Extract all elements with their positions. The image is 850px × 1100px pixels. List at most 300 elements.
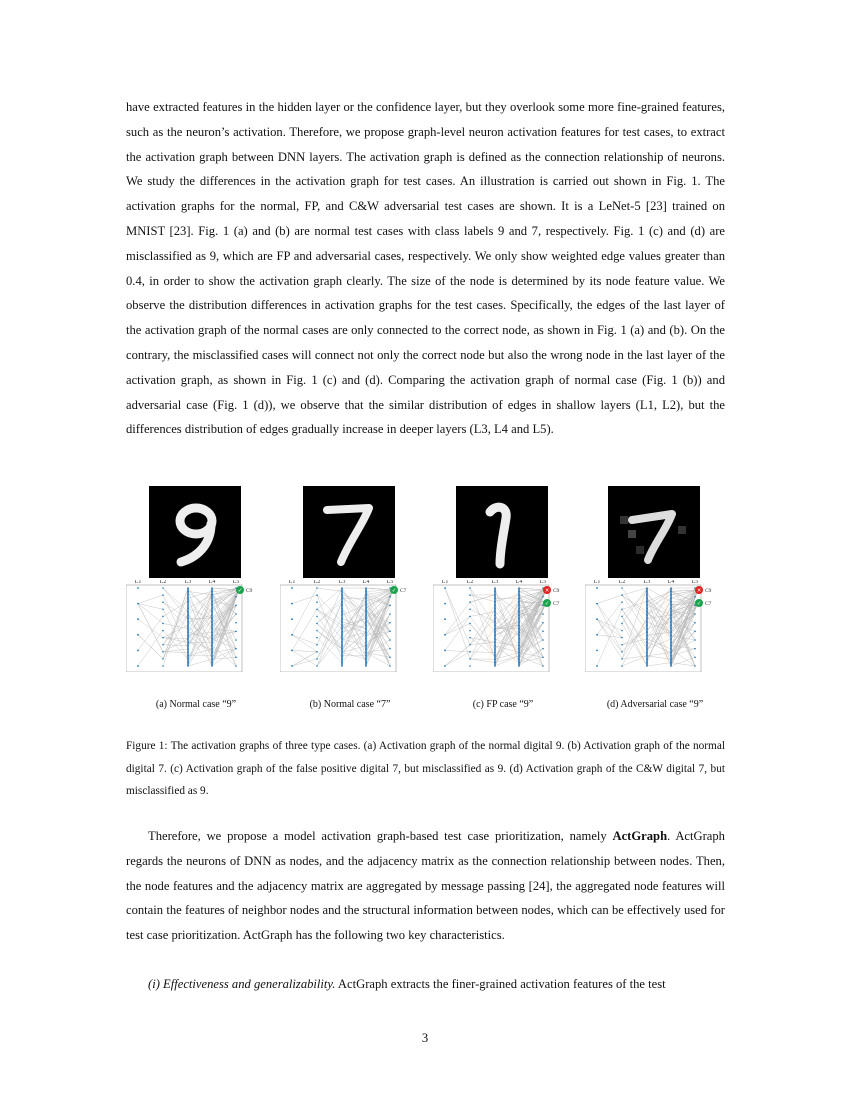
- graph-node: [187, 604, 189, 606]
- graph-node: [235, 665, 237, 667]
- graph-node: [518, 631, 520, 633]
- graph-node: [365, 652, 367, 654]
- graph-node: [646, 658, 648, 660]
- graph-edge: [445, 588, 470, 645]
- graph-node: [694, 631, 696, 633]
- graph-node: [291, 650, 293, 652]
- graph-node: [211, 645, 213, 647]
- graph-node: [389, 631, 391, 633]
- graph-node: [596, 634, 598, 636]
- graph-node: [518, 635, 520, 637]
- graph-node: [621, 608, 623, 610]
- graph-node: [670, 621, 672, 623]
- graph-edge: [470, 616, 495, 649]
- graph-node: [646, 608, 648, 610]
- graph-node: [494, 618, 496, 620]
- graph-node: [365, 611, 367, 613]
- graph-node: [621, 594, 623, 596]
- activation-graph-a: [126, 580, 266, 672]
- layer-label: L1: [288, 580, 296, 585]
- graph-node: [621, 623, 623, 625]
- graph-edge: [317, 625, 342, 666]
- graph-node: [518, 652, 520, 654]
- figure-caption: Figure 1: The activation graphs of three type cases. (a) Activation graph of the normal digital 9. (b) Activation graph of the normal digital 7. (c) Activation graph of the false positive digital 7, but misclassified as 9. (d) Activation graph of the C&W digital 7, but misclassified as 9.: [126, 740, 725, 797]
- graph-node: [211, 641, 213, 643]
- graph-node: [341, 608, 343, 610]
- actgraph-bold-name: ActGraph: [612, 829, 668, 843]
- graph-node: [494, 628, 496, 630]
- graph-node: [646, 645, 648, 647]
- graph-node: [365, 638, 367, 640]
- graph-node: [389, 613, 391, 615]
- graph-edge: [292, 588, 317, 635]
- graph-node: [596, 618, 598, 620]
- graph-node: [316, 587, 318, 589]
- graph-node: [518, 597, 520, 599]
- graph-edge: [597, 604, 622, 652]
- graph-node: [646, 662, 648, 664]
- graph-node: [444, 603, 446, 605]
- graph-node: [518, 618, 520, 620]
- graph-node: [162, 601, 164, 603]
- graph-node: [646, 614, 648, 616]
- graph-node: [670, 658, 672, 660]
- graph-node: [542, 648, 544, 650]
- graph-node: [518, 645, 520, 647]
- graph-node: [235, 605, 237, 607]
- graph-node: [621, 630, 623, 632]
- subfigure-caption-a: (a) Normal case “9”: [155, 699, 237, 710]
- graph-node: [518, 601, 520, 603]
- graph-node: [341, 621, 343, 623]
- activation-graph-d: [585, 580, 725, 672]
- graph-edge: [138, 604, 163, 652]
- actgraph-text-before: Therefore, we propose a model activation graph-based test case prioritization, namely: [148, 829, 613, 843]
- graph-edge: [163, 615, 188, 645]
- layer-label: L5: [539, 580, 547, 585]
- graph-node: [316, 623, 318, 625]
- graph-node: [211, 621, 213, 623]
- graph-edge: [163, 588, 188, 659]
- subfigure-a: [126, 486, 266, 710]
- graph-node: [187, 641, 189, 643]
- layer-label: L4: [362, 580, 370, 585]
- body-paragraph-intro: have extracted features in the hidden layer or the confidence layer, but they overlook some more fine-grained features, such as the neuron’s activation. Therefore, we propose graph-level neuron activation features for test cases, to extract the activation graph between DNN layers. The activation graph is defined as the connection relationship of neurons. We study the differences in the activation graph for test cases. An illustration is carried out shown in Fig. 1. The activation graphs for the normal, FP, and C&W adversarial test cases are shown. It is a LeNet-5 [23] trained on MNIST [23]. Fig. 1 (a) and (b) are normal test cases with class labels 9 and 7, respectively. Fig. 1 (c) and (d) are misclassified as 9, which are FP and adversarial cases, respectively. We only show weighted edge values greater than 0.4, in order to show the activation graph clearly. The size of the node is determined by its node feature value. We observe the distribution differences in activation graphs for the test cases. Specifically, the edges of the last layer of the activation graph of the normal cases are only connected to the correct node, as shown in Fig. 1 (a) and (b). On the contrary, the misclassified cases will connect not only the correct node but also the wrong node in the last layer of the activation graph, as shown in Fig. 1 (c) and (d). Comparing the activation graph of normal case (Fig. 1 (b)) and adversarial case (Fig. 1 (d)), we observe that the similar distribution of edges in shallow layers (L1, L2), but the differences distribution of edges gradually increase in deeper layers (L3, L4 and L5).: [126, 100, 725, 437]
- graph-edge: [622, 639, 647, 645]
- graph-node: [316, 651, 318, 653]
- graph-node: [235, 622, 237, 624]
- graph-node: [291, 603, 293, 605]
- graph-edge: [188, 598, 212, 629]
- graph-node: [235, 613, 237, 615]
- graph-node: [235, 596, 237, 598]
- graph-node: [187, 621, 189, 623]
- graph-node: [646, 635, 648, 637]
- graph-node: [494, 641, 496, 643]
- graph-node: [494, 655, 496, 657]
- check-icon: ✓: [391, 588, 397, 595]
- graph-node: [341, 631, 343, 633]
- graph-node: [187, 611, 189, 613]
- check-icon: ✓: [696, 601, 702, 608]
- graph-node: [621, 658, 623, 660]
- graph-node: [670, 614, 672, 616]
- graph-node: [621, 644, 623, 646]
- graph-edge: [138, 631, 163, 666]
- graph-node: [646, 652, 648, 654]
- graph-edge: [622, 609, 647, 645]
- graph-node: [162, 651, 164, 653]
- graph-node: [341, 648, 343, 650]
- graph-node: [291, 634, 293, 636]
- graph-node: [518, 587, 520, 589]
- graph-edge: [445, 616, 470, 650]
- graph-node: [341, 628, 343, 630]
- graph-edge: [292, 595, 317, 604]
- graph-node: [365, 601, 367, 603]
- layer-label: L3: [491, 580, 499, 585]
- graph-node: [211, 594, 213, 596]
- graph-node: [469, 644, 471, 646]
- graph-edge: [622, 595, 647, 612]
- graph-node: [365, 625, 367, 627]
- graph-edge: [470, 638, 495, 656]
- graph-node: [542, 613, 544, 615]
- graph-node: [235, 631, 237, 633]
- graph-node: [137, 587, 139, 589]
- graph-node: [494, 621, 496, 623]
- graph-node: [670, 662, 672, 664]
- graph-node: [291, 587, 293, 589]
- graph-node: [365, 641, 367, 643]
- graph-edge: [317, 609, 342, 628]
- graph-node: [444, 587, 446, 589]
- graph-node: [187, 665, 189, 667]
- graph-node: [596, 587, 598, 589]
- graph-node: [444, 665, 446, 667]
- graph-node: [341, 591, 343, 593]
- graph-node: [444, 634, 446, 636]
- graph-edge: [445, 652, 470, 666]
- graph-edge: [138, 616, 163, 650]
- graph-node: [494, 614, 496, 616]
- graph-node: [670, 638, 672, 640]
- graph-node: [389, 605, 391, 607]
- graph-node: [365, 635, 367, 637]
- graph-edge: [597, 595, 622, 604]
- graph-node: [646, 655, 648, 657]
- graph-node: [646, 594, 648, 596]
- graph-node: [137, 603, 139, 605]
- graph-output-edge: [366, 588, 393, 590]
- graph-node: [341, 662, 343, 664]
- layer-label: L5: [386, 580, 394, 585]
- graph-edge: [622, 595, 647, 632]
- layer-label: L4: [667, 580, 675, 585]
- graph-node: [211, 658, 213, 660]
- graph-node: [365, 594, 367, 596]
- graph-node: [365, 597, 367, 599]
- graph-node: [670, 604, 672, 606]
- graph-node: [341, 611, 343, 613]
- graph-node: [211, 604, 213, 606]
- check-icon: ✓: [237, 588, 243, 595]
- actgraph-text-after: . ActGraph regards the neurons of DNN as nodes, and the adjacency matrix as the connection relationship between nodes. Then, the node features and the adjacency matrix are aggregated by message passing [24], the aggregated node features will contain the features of neighbor nodes and the structural information between nodes, which can be effectively used for test case prioritization. ActGraph has the following two key characteristics.: [126, 829, 725, 943]
- graph-node: [646, 621, 648, 623]
- graph-node: [316, 601, 318, 603]
- graph-edge: [163, 602, 188, 629]
- graph-node: [211, 631, 213, 633]
- graph-node: [316, 594, 318, 596]
- layer-label: L2: [466, 580, 474, 585]
- graph-node: [365, 628, 367, 630]
- graph-node: [316, 616, 318, 618]
- graph-node: [211, 648, 213, 650]
- graph-edge: [622, 616, 647, 655]
- graph-edge: [317, 619, 342, 659]
- graph-node: [494, 635, 496, 637]
- graph-node: [341, 655, 343, 657]
- graph-node: [621, 601, 623, 603]
- graph-node: [211, 587, 213, 589]
- graph-node: [646, 597, 648, 599]
- graph-node: [187, 591, 189, 593]
- graph-edge: [292, 650, 317, 651]
- body-paragraph-actgraph: [126, 824, 725, 948]
- graph-node: [646, 641, 648, 643]
- graph-node: [211, 665, 213, 667]
- cross-icon: ✕: [544, 588, 550, 595]
- graph-node: [494, 638, 496, 640]
- graph-node: [542, 622, 544, 624]
- graph-node: [670, 631, 672, 633]
- graph-node: [694, 639, 696, 641]
- class-node-label: C7: [705, 601, 712, 607]
- graph-node: [162, 665, 164, 667]
- graph-node: [187, 601, 189, 603]
- layer-label: L1: [593, 580, 601, 585]
- graph-node: [341, 645, 343, 647]
- graph-node: [162, 637, 164, 639]
- graph-node: [518, 611, 520, 613]
- graph-node: [341, 594, 343, 596]
- graph-node: [316, 658, 318, 660]
- graph-edge: [342, 595, 366, 636]
- graph-node: [162, 587, 164, 589]
- graph-node: [518, 655, 520, 657]
- layer-label: L3: [643, 580, 651, 585]
- graph-node: [187, 652, 189, 654]
- layer-label: L4: [515, 580, 523, 585]
- graph-node: [211, 635, 213, 637]
- subfigure-caption-d: (d) Adversarial case “9”: [606, 699, 704, 710]
- graph-node: [137, 650, 139, 652]
- graph-node: [389, 639, 391, 641]
- graph-node: [542, 657, 544, 659]
- graph-node: [469, 651, 471, 653]
- graph-node: [542, 596, 544, 598]
- graph-node: [162, 644, 164, 646]
- graph-edge: [597, 619, 622, 659]
- graph-node: [621, 665, 623, 667]
- graph-node: [670, 618, 672, 620]
- graph-node: [291, 618, 293, 620]
- graph-edge: [622, 623, 647, 666]
- graph-node: [494, 645, 496, 647]
- graph-edge: [647, 591, 671, 601]
- graph-edge: [445, 588, 470, 659]
- subfigure-b: [280, 486, 420, 710]
- graph-node: [389, 596, 391, 598]
- graph-node: [291, 665, 293, 667]
- graph-node: [469, 630, 471, 632]
- graph-node: [187, 655, 189, 657]
- graph-edge: [317, 595, 342, 622]
- graph-node: [518, 658, 520, 660]
- graph-node: [494, 604, 496, 606]
- graph-node: [670, 611, 672, 613]
- graph-node: [518, 641, 520, 643]
- graph-node: [518, 665, 520, 667]
- graph-node: [494, 665, 496, 667]
- graph-node: [596, 650, 598, 652]
- graph-node: [137, 665, 139, 667]
- graph-node: [365, 608, 367, 610]
- graph-node: [365, 604, 367, 606]
- graph-node: [162, 594, 164, 596]
- graph-edge: [163, 623, 188, 628]
- graph-node: [341, 587, 343, 589]
- activation-graph-b: [280, 580, 420, 672]
- graph-node: [341, 652, 343, 654]
- graph-edge: [597, 619, 622, 637]
- class-node-label: C9: [553, 588, 560, 594]
- graph-node: [596, 603, 598, 605]
- graph-node: [542, 665, 544, 667]
- graph-node: [365, 621, 367, 623]
- graph-edge: [597, 609, 622, 666]
- subfigure-caption-c: (c) FP case “9”: [472, 699, 534, 710]
- layer-label: L2: [159, 580, 167, 585]
- graph-node: [341, 618, 343, 620]
- graph-edge: [622, 588, 647, 595]
- subfigure-d: [585, 486, 725, 710]
- graph-edge: [470, 659, 495, 663]
- graph-node: [341, 604, 343, 606]
- graph-node: [670, 594, 672, 596]
- graph-node: [187, 648, 189, 650]
- graph-node: [621, 651, 623, 653]
- graph-node: [670, 641, 672, 643]
- graph-node: [187, 594, 189, 596]
- graph-node: [469, 587, 471, 589]
- graph-node: [211, 662, 213, 664]
- graph-node: [518, 614, 520, 616]
- digit-image-9: [149, 486, 241, 578]
- graph-node: [670, 601, 672, 603]
- graph-node: [469, 637, 471, 639]
- graph-node: [316, 630, 318, 632]
- layer-label: L1: [134, 580, 142, 585]
- graph-edge: [342, 639, 366, 646]
- graph-node: [670, 648, 672, 650]
- graph-node: [187, 635, 189, 637]
- graph-node: [621, 637, 623, 639]
- graph-edge: [138, 619, 163, 637]
- graph-node: [469, 658, 471, 660]
- graph-node: [187, 608, 189, 610]
- graph-edge: [138, 595, 163, 604]
- graph-edge: [317, 588, 342, 591]
- graph-edge: [470, 605, 495, 645]
- graph-node: [646, 625, 648, 627]
- graph-node: [211, 608, 213, 610]
- graph-node: [341, 614, 343, 616]
- graph-node: [316, 608, 318, 610]
- layer-label: L2: [618, 580, 626, 585]
- body-paragraph-characteristic: [126, 972, 725, 997]
- graph-node: [187, 597, 189, 599]
- graph-node: [494, 611, 496, 613]
- graph-edge: [470, 652, 495, 653]
- graph-edge: [647, 663, 671, 666]
- graph-node: [316, 665, 318, 667]
- graph-node: [211, 597, 213, 599]
- activation-graph-c: [433, 580, 573, 672]
- graph-node: [365, 614, 367, 616]
- graph-node: [469, 601, 471, 603]
- graph-node: [646, 628, 648, 630]
- graph-node: [211, 601, 213, 603]
- graph-node: [341, 601, 343, 603]
- graph-edge: [495, 646, 519, 663]
- graph-node: [518, 648, 520, 650]
- graph-node: [162, 658, 164, 660]
- class-node-label: C7: [400, 588, 407, 594]
- graph-edge: [317, 616, 342, 649]
- graph-edge: [188, 642, 212, 649]
- layer-label: L1: [441, 580, 449, 585]
- graph-node: [187, 587, 189, 589]
- graph-node: [187, 645, 189, 647]
- digit-image-7-fp: [456, 486, 548, 578]
- graph-edge: [622, 591, 647, 616]
- graph-output-edge: [671, 590, 698, 622]
- graph-node: [518, 608, 520, 610]
- graph-edge: [597, 602, 622, 635]
- graph-node: [596, 665, 598, 667]
- graph-node: [646, 587, 648, 589]
- page-number: 3: [421, 1031, 429, 1045]
- graph-node: [316, 644, 318, 646]
- graph-node: [494, 625, 496, 627]
- graph-node: [646, 665, 648, 667]
- graph-edge: [138, 635, 163, 659]
- graph-edge: [597, 604, 622, 638]
- graph-node: [670, 628, 672, 630]
- graph-node: [211, 614, 213, 616]
- graph-node: [646, 631, 648, 633]
- layer-label: L3: [184, 580, 192, 585]
- graph-edge: [317, 588, 342, 609]
- graph-node: [518, 591, 520, 593]
- subfigure-c: [433, 486, 573, 710]
- graph-node: [389, 657, 391, 659]
- graph-node: [187, 614, 189, 616]
- graph-node: [341, 635, 343, 637]
- class-node-label: C9: [705, 588, 712, 594]
- graph-node: [694, 648, 696, 650]
